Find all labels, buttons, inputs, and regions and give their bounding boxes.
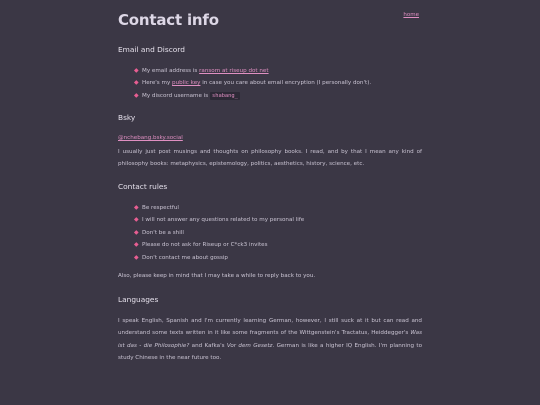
page-title: Contact info (118, 11, 219, 29)
list-item (118, 227, 304, 239)
discord-username: shabang_ (211, 92, 238, 99)
languages-text-part: I speak English, Spanish and I'm currently learning German, however, I still suck at it but can read and understand some texts written in it like some fragments of the Wittgenstein's Tractatus, Heiddegger's (118, 318, 422, 337)
list-item (118, 252, 304, 264)
email-discord-list (118, 65, 371, 102)
languages-text-part: and Kafka's (189, 342, 227, 349)
item-text: My email address is (142, 68, 200, 74)
list-item (118, 65, 371, 77)
book-title: Was ist das - die Philosophie? (118, 330, 422, 349)
public-key-link[interactable]: public key (172, 80, 201, 87)
contact-rules-heading: Contact rules (118, 182, 168, 191)
email-discord-heading: Email and Discord (118, 45, 185, 54)
bullet-icon: ◆ (134, 241, 139, 249)
languages-text (118, 315, 422, 365)
rule-text: I will not answer any questions related to my personal life (142, 217, 305, 224)
contact-rules-list (118, 202, 304, 264)
bullet-icon: ◆ (134, 253, 139, 261)
email-link[interactable]: ransom at riseup dot net (199, 68, 269, 74)
item-text: Here's my (142, 80, 173, 87)
languages-heading: Languages (118, 295, 159, 304)
bullet-icon: ◆ (134, 67, 139, 74)
home-link[interactable]: home (403, 12, 419, 18)
item-text: My discord username is (142, 92, 210, 99)
item-text: in case you care about email encryption (I personally don't). (200, 80, 372, 87)
bsky-handle-link[interactable]: @nchebang.bsky.social (118, 135, 183, 141)
rule-text: Don't contact me about gossip (142, 254, 228, 261)
list-item (118, 239, 304, 251)
list-item (118, 90, 371, 102)
rule-text: Be respectful (142, 205, 179, 211)
rule-text: Don't be a shill (142, 229, 184, 236)
contact-rules-note: Also, please keep in mind that I may take a while to reply back to you. (118, 273, 316, 279)
bsky-handle-para (118, 132, 422, 144)
rule-text: Please do not ask for Riseup or C*ck3 invites (142, 242, 268, 249)
bullet-icon: ◆ (134, 91, 139, 99)
list-item (118, 77, 371, 89)
list-item (118, 202, 304, 214)
bullet-icon: ◆ (134, 204, 139, 211)
bsky-description: I usually just post musings and thoughts on philosophy books. I read, and by that I mean any kind of philosophy books: metaphysics, epistemology, politics, aesthetics, history, science, etc. (118, 149, 422, 168)
book-title: Vor dem Gesetz (226, 342, 273, 349)
bullet-icon: ◆ (134, 216, 139, 224)
list-item (118, 214, 304, 226)
languages-text-part: . German is like a higher IQ English. I'm planning to study Chinese in the near future too. (118, 342, 423, 362)
bullet-icon: ◆ (134, 79, 139, 87)
bsky-heading: Bsky (118, 113, 136, 122)
bullet-icon: ◆ (134, 228, 139, 236)
